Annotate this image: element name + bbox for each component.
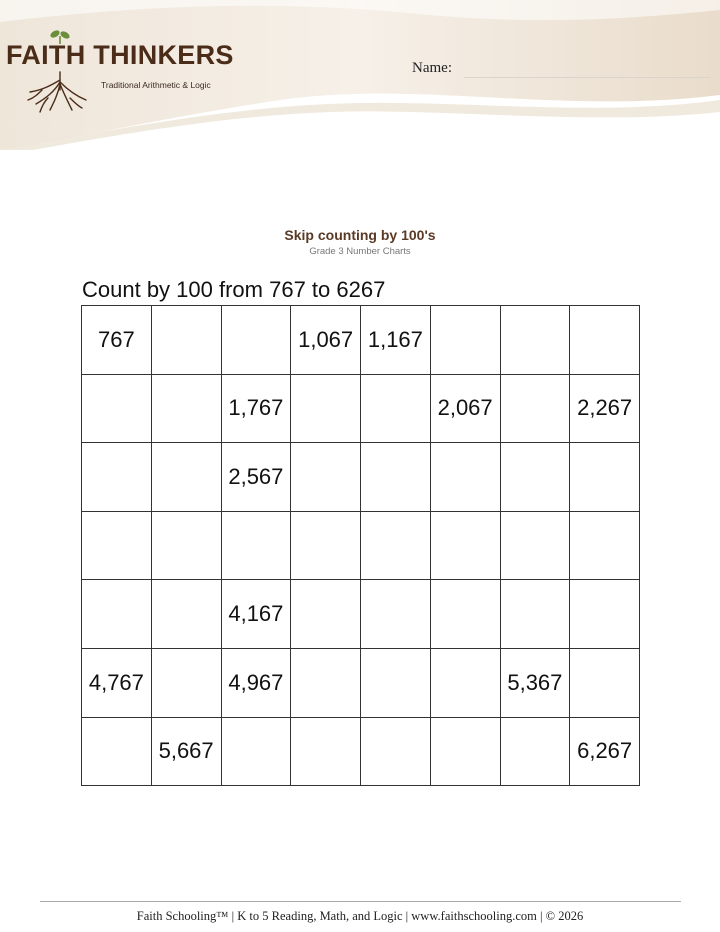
chart-row — [82, 443, 640, 512]
chart-cell-blank[interactable] — [500, 511, 570, 580]
chart-cell-blank[interactable] — [151, 511, 221, 580]
chart-cell-filled: 1,067 — [291, 306, 361, 375]
chart-cell-blank[interactable] — [151, 648, 221, 717]
chart-cell-blank[interactable] — [151, 306, 221, 375]
chart-row — [82, 580, 640, 649]
chart-cell-blank[interactable] — [291, 717, 361, 786]
chart-cell-blank[interactable] — [82, 717, 152, 786]
chart-cell-filled: 1,767 — [221, 374, 291, 443]
worksheet-title: Skip counting by 100's — [284, 227, 436, 243]
name-underline — [464, 77, 710, 78]
chart-cell-blank[interactable] — [291, 374, 361, 443]
chart-row — [82, 306, 640, 375]
chart-cell-blank[interactable] — [430, 443, 500, 512]
instruction-text: Count by 100 from 767 to 6267 — [82, 277, 386, 302]
footer-text: Faith Schooling™ | K to 5 Reading, Math, and Logic | www.faithschooling.com | © 2026 — [136, 909, 584, 923]
faith-thinkers-logo — [6, 28, 256, 114]
worksheet-subtitle: Grade 3 Number Charts — [309, 246, 411, 257]
name-field[interactable] — [412, 56, 714, 86]
chart-cell-filled: 4,767 — [82, 648, 152, 717]
chart-cell-blank[interactable] — [361, 648, 431, 717]
chart-cell-blank[interactable] — [570, 648, 640, 717]
chart-cell-blank[interactable] — [361, 374, 431, 443]
chart-cell-blank[interactable] — [82, 443, 152, 512]
chart-cell-blank[interactable] — [570, 580, 640, 649]
chart-cell-blank[interactable] — [430, 511, 500, 580]
chart-cell-filled: 2,067 — [430, 374, 500, 443]
chart-cell-filled: 2,567 — [221, 443, 291, 512]
chart-cell-filled: 1,167 — [361, 306, 431, 375]
chart-cell-blank[interactable] — [570, 511, 640, 580]
chart-cell-blank[interactable] — [82, 511, 152, 580]
chart-cell-blank[interactable] — [82, 374, 152, 443]
chart-cell-blank[interactable] — [361, 580, 431, 649]
chart-cell-blank[interactable] — [500, 717, 570, 786]
chart-cell-blank[interactable] — [221, 717, 291, 786]
chart-cell-blank[interactable] — [221, 306, 291, 375]
logo-tagline: Traditional Arithmetic & Logic — [101, 80, 211, 90]
chart-cell-blank[interactable] — [82, 580, 152, 649]
chart-cell-blank[interactable] — [500, 580, 570, 649]
name-label: Name: — [412, 60, 452, 76]
chart-row — [82, 374, 640, 443]
chart-cell-filled: 767 — [82, 306, 152, 375]
chart-cell-blank[interactable] — [151, 374, 221, 443]
chart-cell-blank[interactable] — [151, 443, 221, 512]
chart-cell-blank[interactable] — [430, 306, 500, 375]
chart-cell-filled: 5,667 — [151, 717, 221, 786]
chart-cell-blank[interactable] — [430, 648, 500, 717]
chart-cell-blank[interactable] — [361, 511, 431, 580]
chart-cell-blank[interactable] — [291, 580, 361, 649]
chart-cell-blank[interactable] — [221, 511, 291, 580]
chart-cell-blank[interactable] — [151, 580, 221, 649]
chart-cell-blank[interactable] — [430, 717, 500, 786]
chart-cell-blank[interactable] — [500, 306, 570, 375]
chart-row — [82, 717, 640, 786]
number-chart — [81, 305, 640, 786]
chart-cell-blank[interactable] — [361, 717, 431, 786]
chart-cell-filled: 4,967 — [221, 648, 291, 717]
chart-row — [82, 648, 640, 717]
chart-cell-filled: 4,167 — [221, 580, 291, 649]
chart-cell-blank[interactable] — [570, 306, 640, 375]
chart-cell-blank[interactable] — [291, 443, 361, 512]
chart-cell-blank[interactable] — [430, 580, 500, 649]
chart-cell-blank[interactable] — [361, 443, 431, 512]
chart-cell-blank[interactable] — [500, 374, 570, 443]
footer-divider — [40, 901, 681, 902]
chart-cell-blank[interactable] — [570, 443, 640, 512]
chart-cell-blank[interactable] — [291, 511, 361, 580]
logo-wordmark: FAITH THINKERS — [6, 40, 234, 70]
chart-cell-filled: 6,267 — [570, 717, 640, 786]
chart-cell-filled: 5,367 — [500, 648, 570, 717]
chart-cell-blank[interactable] — [500, 443, 570, 512]
chart-row — [82, 511, 640, 580]
chart-cell-blank[interactable] — [291, 648, 361, 717]
chart-cell-filled: 2,267 — [570, 374, 640, 443]
